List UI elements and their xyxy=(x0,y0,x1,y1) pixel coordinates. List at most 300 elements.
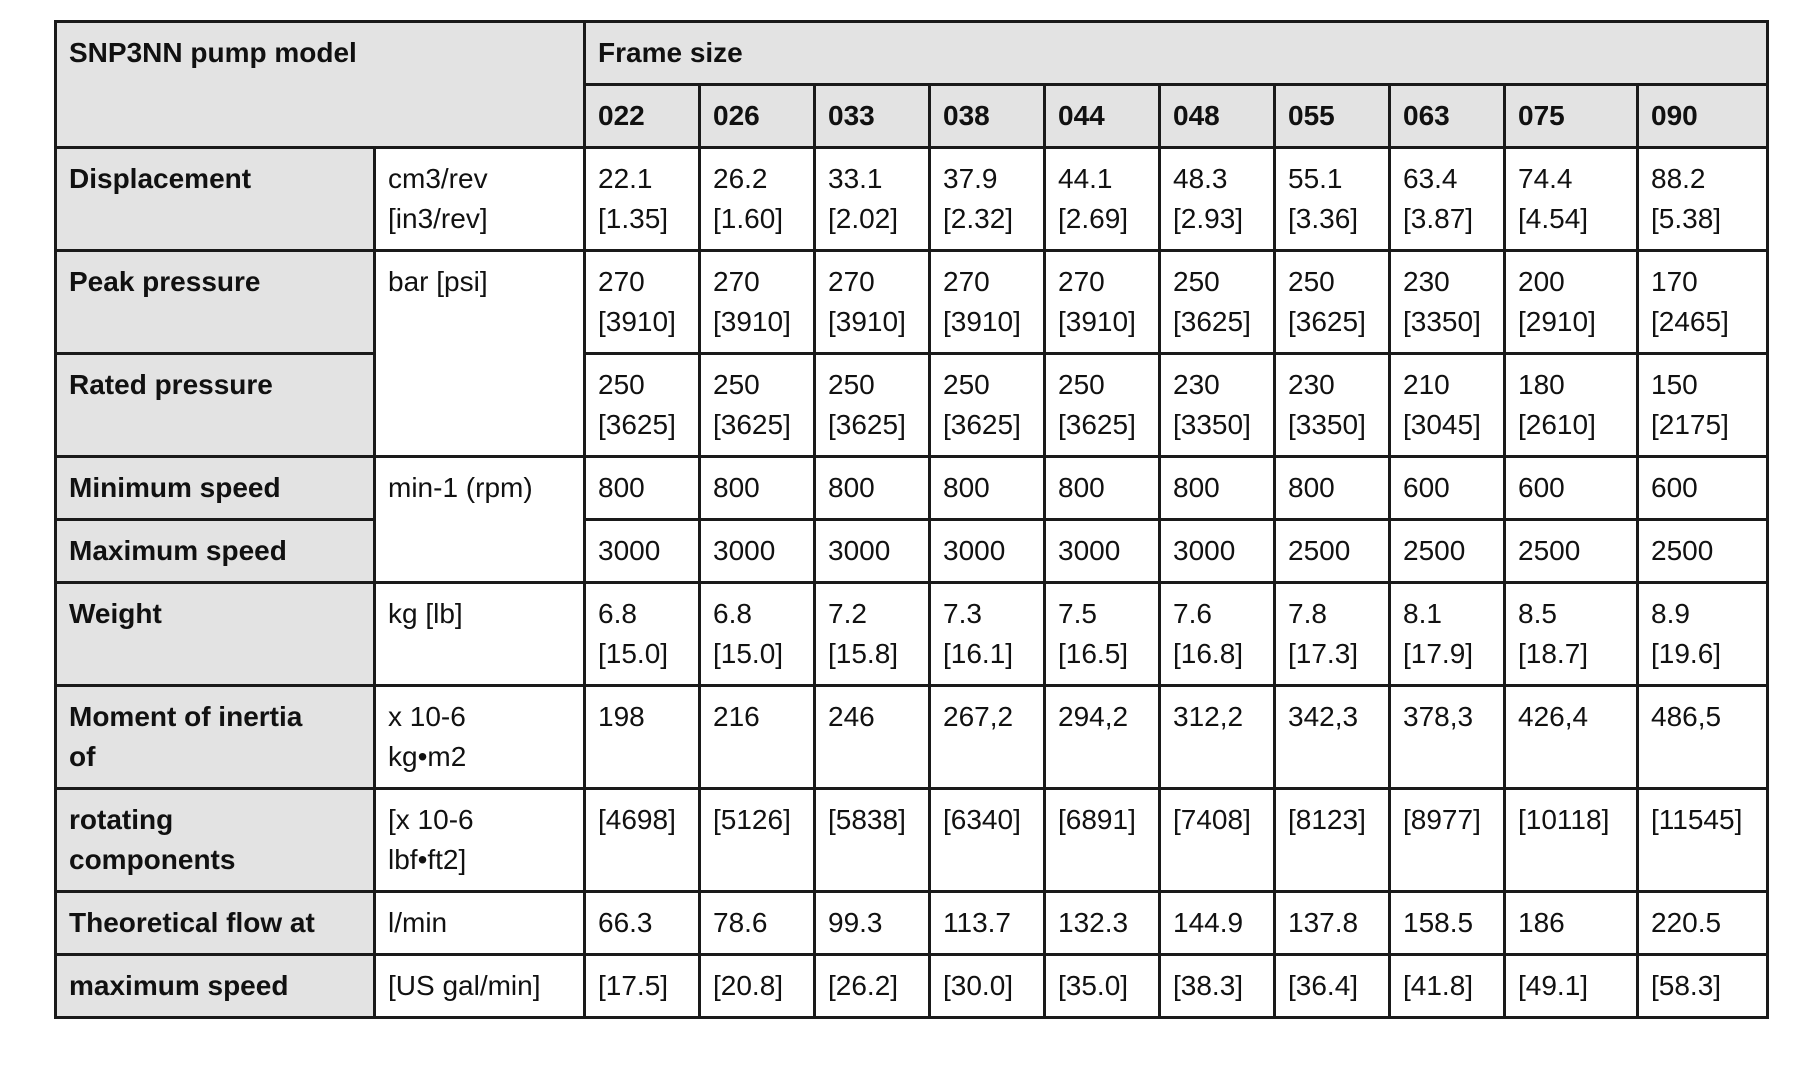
value-line: [20.8] xyxy=(713,970,784,1001)
value-cell xyxy=(1638,789,1768,892)
value-cell xyxy=(1638,583,1768,686)
row-label-line: Theoretical flow at xyxy=(69,907,315,938)
value-cell xyxy=(1160,251,1275,354)
value-cell xyxy=(930,457,1045,520)
value-cell xyxy=(1390,354,1505,457)
value-cell xyxy=(1638,251,1768,354)
value-line: 600 xyxy=(1518,472,1565,503)
table-row xyxy=(56,251,1768,354)
value-cell xyxy=(1275,892,1390,955)
table-row xyxy=(56,955,1768,1018)
value-cell xyxy=(1505,789,1638,892)
value-cell xyxy=(1045,583,1160,686)
value-line: [26.2] xyxy=(828,970,899,1001)
value-cell xyxy=(1638,892,1768,955)
value-cell xyxy=(1390,892,1505,955)
table-row xyxy=(56,148,1768,251)
value-line: [3.87] xyxy=(1403,203,1474,234)
value-line: [17.9] xyxy=(1403,638,1474,669)
value-line: 3000 xyxy=(713,535,776,566)
value-line: 198 xyxy=(598,701,645,732)
value-line: [5838] xyxy=(828,804,906,835)
value-line: [3350] xyxy=(1288,409,1366,440)
value-line: [3910] xyxy=(943,306,1021,337)
value-cell xyxy=(1275,686,1390,789)
value-cell xyxy=(1275,251,1390,354)
value-cell xyxy=(1505,148,1638,251)
value-line: [6891] xyxy=(1058,804,1136,835)
value-line: [2.32] xyxy=(943,203,1014,234)
value-line: [3625] xyxy=(828,409,906,440)
row-unit-line: cm3/rev xyxy=(388,163,488,194)
row-unit xyxy=(375,686,585,789)
value-line: [2.02] xyxy=(828,203,899,234)
value-cell xyxy=(1160,354,1275,457)
row-label-line: Moment of inertia xyxy=(69,701,303,732)
row-unit-line: [US gal/min] xyxy=(388,970,541,1001)
value-line: [3625] xyxy=(1173,306,1251,337)
value-line: 37.9 xyxy=(943,163,998,194)
value-line: [18.7] xyxy=(1518,638,1589,669)
row-label-line: Displacement xyxy=(69,163,252,194)
value-line: 210 xyxy=(1403,369,1450,400)
value-cell xyxy=(1045,892,1160,955)
value-cell xyxy=(1505,583,1638,686)
value-line: 270 xyxy=(943,266,990,297)
row-label xyxy=(56,583,375,686)
value-cell xyxy=(1638,457,1768,520)
value-line: 3000 xyxy=(1058,535,1121,566)
pump-spec-table xyxy=(54,20,1769,1019)
frame-size-075: 075 xyxy=(1505,85,1638,148)
value-line: 600 xyxy=(1651,472,1698,503)
value-cell xyxy=(930,520,1045,583)
value-line: [15.0] xyxy=(598,638,669,669)
frame-size-header: Frame size xyxy=(585,22,1768,85)
value-line: [1.60] xyxy=(713,203,784,234)
value-cell xyxy=(1638,148,1768,251)
value-cell xyxy=(1275,520,1390,583)
value-line: [8977] xyxy=(1403,804,1481,835)
value-cell xyxy=(700,520,815,583)
value-cell xyxy=(930,251,1045,354)
value-cell xyxy=(815,520,930,583)
frame-size-044: 044 xyxy=(1045,85,1160,148)
table-row xyxy=(56,583,1768,686)
value-cell xyxy=(815,955,930,1018)
value-cell xyxy=(1505,892,1638,955)
value-line: [8123] xyxy=(1288,804,1366,835)
value-line: 246 xyxy=(828,701,875,732)
row-unit xyxy=(375,789,585,892)
value-line: [2465] xyxy=(1651,306,1729,337)
value-cell xyxy=(930,148,1045,251)
frame-size-038: 038 xyxy=(930,85,1045,148)
value-cell xyxy=(700,148,815,251)
value-line: [3625] xyxy=(598,409,676,440)
value-line: 7.5 xyxy=(1058,598,1097,629)
value-cell xyxy=(1505,251,1638,354)
value-line: [3350] xyxy=(1403,306,1481,337)
value-line: 800 xyxy=(598,472,645,503)
value-cell xyxy=(815,583,930,686)
value-line: 600 xyxy=(1403,472,1450,503)
row-label xyxy=(56,892,375,955)
frame-size-048: 048 xyxy=(1160,85,1275,148)
row-unit xyxy=(375,583,585,686)
row-label-line: Weight xyxy=(69,598,162,629)
row-unit xyxy=(375,457,585,583)
value-line: [16.8] xyxy=(1173,638,1244,669)
value-cell xyxy=(700,686,815,789)
value-line: [3.36] xyxy=(1288,203,1359,234)
table-row xyxy=(56,354,1768,457)
value-line: 66.3 xyxy=(598,907,653,938)
row-label xyxy=(56,354,375,457)
value-line: 74.4 xyxy=(1518,163,1573,194)
row-label xyxy=(56,955,375,1018)
value-line: 270 xyxy=(598,266,645,297)
row-label xyxy=(56,148,375,251)
value-cell xyxy=(930,354,1045,457)
value-cell xyxy=(700,354,815,457)
value-line: [3350] xyxy=(1173,409,1251,440)
value-line: 137.8 xyxy=(1288,907,1359,938)
value-line: [16.5] xyxy=(1058,638,1129,669)
value-cell xyxy=(585,251,700,354)
row-label-line: Minimum speed xyxy=(69,472,281,503)
value-line: 78.6 xyxy=(713,907,768,938)
frame-size-022: 022 xyxy=(585,85,700,148)
frame-size-026: 026 xyxy=(700,85,815,148)
value-cell xyxy=(1045,457,1160,520)
value-line: 378,3 xyxy=(1403,701,1474,732)
value-line: 250 xyxy=(713,369,760,400)
value-line: 150 xyxy=(1651,369,1698,400)
value-line: [3625] xyxy=(1058,409,1136,440)
value-line: 6.8 xyxy=(598,598,637,629)
value-line: 55.1 xyxy=(1288,163,1343,194)
value-line: 26.2 xyxy=(713,163,768,194)
value-cell xyxy=(1275,148,1390,251)
value-cell xyxy=(1390,457,1505,520)
frame-size-055: 055 xyxy=(1275,85,1390,148)
value-line: 267,2 xyxy=(943,701,1014,732)
value-line: 250 xyxy=(1288,266,1335,297)
value-line: 250 xyxy=(828,369,875,400)
value-cell xyxy=(930,955,1045,1018)
value-cell xyxy=(815,789,930,892)
value-cell xyxy=(815,354,930,457)
value-line: 132.3 xyxy=(1058,907,1129,938)
value-line: [6340] xyxy=(943,804,1021,835)
frame-size-090: 090 xyxy=(1638,85,1768,148)
row-unit-line: min-1 (rpm) xyxy=(388,472,533,503)
value-line: 270 xyxy=(828,266,875,297)
table-row xyxy=(56,686,1768,789)
value-line: 158.5 xyxy=(1403,907,1474,938)
value-line: 230 xyxy=(1288,369,1335,400)
value-line: 800 xyxy=(1058,472,1105,503)
value-cell xyxy=(1275,955,1390,1018)
value-cell xyxy=(585,955,700,1018)
table-row xyxy=(56,457,1768,520)
value-line: 250 xyxy=(598,369,645,400)
value-line: 3000 xyxy=(943,535,1006,566)
value-line: 88.2 xyxy=(1651,163,1706,194)
value-cell xyxy=(585,583,700,686)
value-cell xyxy=(700,251,815,354)
value-line: 7.8 xyxy=(1288,598,1327,629)
value-line: 270 xyxy=(1058,266,1105,297)
value-cell xyxy=(1045,789,1160,892)
value-cell xyxy=(700,892,815,955)
value-line: [4.54] xyxy=(1518,203,1589,234)
value-cell xyxy=(1638,686,1768,789)
row-unit-line: [x 10-6 xyxy=(388,804,474,835)
value-cell xyxy=(930,686,1045,789)
value-line: 294,2 xyxy=(1058,701,1129,732)
row-unit-line: [in3/rev] xyxy=(388,203,488,234)
value-cell xyxy=(1505,955,1638,1018)
value-cell xyxy=(1505,354,1638,457)
row-unit-line: x 10-6 xyxy=(388,701,466,732)
row-unit xyxy=(375,955,585,1018)
frame-size-063: 063 xyxy=(1390,85,1505,148)
value-cell xyxy=(700,955,815,1018)
row-label xyxy=(56,520,375,583)
row-label-line: Rated pressure xyxy=(69,369,273,400)
value-line: 3000 xyxy=(1173,535,1236,566)
row-label xyxy=(56,251,375,354)
row-label xyxy=(56,457,375,520)
value-cell xyxy=(930,583,1045,686)
value-line: 170 xyxy=(1651,266,1698,297)
value-line: [36.4] xyxy=(1288,970,1359,1001)
value-cell xyxy=(585,457,700,520)
frame-size-033: 033 xyxy=(815,85,930,148)
value-line: 48.3 xyxy=(1173,163,1228,194)
value-cell xyxy=(1505,457,1638,520)
row-unit xyxy=(375,892,585,955)
value-line: [49.1] xyxy=(1518,970,1589,1001)
value-line: [3910] xyxy=(1058,306,1136,337)
value-cell xyxy=(585,520,700,583)
value-line: [16.1] xyxy=(943,638,1014,669)
value-line: 180 xyxy=(1518,369,1565,400)
value-cell xyxy=(700,457,815,520)
row-label-line: components xyxy=(69,844,236,875)
value-line: [2.69] xyxy=(1058,203,1129,234)
value-line: 216 xyxy=(713,701,760,732)
value-line: [1.35] xyxy=(598,203,669,234)
row-label xyxy=(56,686,375,789)
value-line: 2500 xyxy=(1651,535,1714,566)
value-cell xyxy=(1160,686,1275,789)
value-cell xyxy=(1505,520,1638,583)
value-cell xyxy=(1160,520,1275,583)
row-label-line: Peak pressure xyxy=(69,266,261,297)
value-line: 250 xyxy=(943,369,990,400)
value-line: [17.5] xyxy=(598,970,669,1001)
value-line: [7408] xyxy=(1173,804,1251,835)
value-cell xyxy=(1160,955,1275,1018)
value-line: 99.3 xyxy=(828,907,883,938)
value-cell xyxy=(585,892,700,955)
value-cell xyxy=(1160,892,1275,955)
value-line: 7.3 xyxy=(943,598,982,629)
value-line: 8.9 xyxy=(1651,598,1690,629)
value-cell xyxy=(1045,251,1160,354)
row-label xyxy=(56,789,375,892)
value-line: 800 xyxy=(1288,472,1335,503)
value-cell xyxy=(1638,955,1768,1018)
value-line: [2.93] xyxy=(1173,203,1244,234)
value-line: [2610] xyxy=(1518,409,1596,440)
value-cell xyxy=(815,892,930,955)
value-cell xyxy=(930,789,1045,892)
value-cell xyxy=(585,686,700,789)
table-body xyxy=(56,22,1768,1018)
value-line: [3910] xyxy=(828,306,906,337)
model-header: SNP3NN pump model xyxy=(56,22,585,148)
value-line: 2500 xyxy=(1288,535,1351,566)
value-line: [38.3] xyxy=(1173,970,1244,1001)
value-cell xyxy=(1045,354,1160,457)
value-line: 8.1 xyxy=(1403,598,1442,629)
value-line: 230 xyxy=(1403,266,1450,297)
value-line: 33.1 xyxy=(828,163,883,194)
value-cell xyxy=(585,354,700,457)
value-line: 44.1 xyxy=(1058,163,1113,194)
value-cell xyxy=(1505,686,1638,789)
value-line: 22.1 xyxy=(598,163,653,194)
value-line: 426,4 xyxy=(1518,701,1589,732)
value-cell xyxy=(1160,583,1275,686)
row-unit xyxy=(375,251,585,457)
value-cell xyxy=(1160,457,1275,520)
value-line: 3000 xyxy=(598,535,661,566)
value-line: 800 xyxy=(828,472,875,503)
header-row-1 xyxy=(56,22,1768,85)
value-line: [3045] xyxy=(1403,409,1481,440)
value-line: 6.8 xyxy=(713,598,752,629)
row-label-line: rotating xyxy=(69,804,174,835)
value-line: 2500 xyxy=(1403,535,1466,566)
value-cell xyxy=(1390,583,1505,686)
value-line: [41.8] xyxy=(1403,970,1474,1001)
value-line: [3625] xyxy=(943,409,1021,440)
value-line: 342,3 xyxy=(1288,701,1359,732)
value-line: [2910] xyxy=(1518,306,1596,337)
value-line: [15.8] xyxy=(828,638,899,669)
value-cell xyxy=(815,457,930,520)
value-line: [3910] xyxy=(713,306,791,337)
value-line: [5.38] xyxy=(1651,203,1722,234)
value-cell xyxy=(1390,955,1505,1018)
value-line: 220.5 xyxy=(1651,907,1722,938)
value-line: [3625] xyxy=(713,409,791,440)
value-line: 250 xyxy=(1058,369,1105,400)
table-row xyxy=(56,520,1768,583)
row-label-line: Maximum speed xyxy=(69,535,287,566)
row-unit-line: bar [psi] xyxy=(388,266,488,297)
value-cell xyxy=(1045,148,1160,251)
value-line: [30.0] xyxy=(943,970,1014,1001)
value-cell xyxy=(1390,251,1505,354)
value-line: 200 xyxy=(1518,266,1565,297)
value-cell xyxy=(1045,686,1160,789)
value-line: [3625] xyxy=(1288,306,1366,337)
value-cell xyxy=(815,251,930,354)
table-row xyxy=(56,789,1768,892)
row-unit xyxy=(375,148,585,251)
value-cell xyxy=(1390,148,1505,251)
value-line: [10118] xyxy=(1518,804,1610,835)
value-cell xyxy=(700,583,815,686)
value-line: [4698] xyxy=(598,804,676,835)
row-label-line: of xyxy=(69,741,96,772)
value-line: 800 xyxy=(1173,472,1220,503)
value-line: 3000 xyxy=(828,535,891,566)
value-line: 63.4 xyxy=(1403,163,1458,194)
value-cell xyxy=(1045,520,1160,583)
value-line: 7.6 xyxy=(1173,598,1212,629)
value-line: 7.2 xyxy=(828,598,867,629)
value-cell xyxy=(1390,686,1505,789)
row-unit-line: kg•m2 xyxy=(388,741,467,772)
value-cell xyxy=(1275,354,1390,457)
value-line: [11545] xyxy=(1651,804,1743,835)
value-cell xyxy=(1160,789,1275,892)
row-unit-line: lbf•ft2] xyxy=(388,844,467,875)
value-line: 8.5 xyxy=(1518,598,1557,629)
value-cell xyxy=(585,148,700,251)
value-line: 2500 xyxy=(1518,535,1581,566)
row-unit-line: kg [lb] xyxy=(388,598,463,629)
value-cell xyxy=(1390,520,1505,583)
value-cell xyxy=(1275,789,1390,892)
value-line: [58.3] xyxy=(1651,970,1722,1001)
value-line: 186 xyxy=(1518,907,1565,938)
value-line: 800 xyxy=(943,472,990,503)
value-cell xyxy=(930,892,1045,955)
value-cell xyxy=(1638,354,1768,457)
value-line: [2175] xyxy=(1651,409,1729,440)
value-line: [35.0] xyxy=(1058,970,1129,1001)
value-line: 230 xyxy=(1173,369,1220,400)
value-line: [3910] xyxy=(598,306,676,337)
value-cell xyxy=(700,789,815,892)
value-line: 113.7 xyxy=(943,907,1011,938)
value-line: [19.6] xyxy=(1651,638,1722,669)
value-cell xyxy=(1390,789,1505,892)
value-cell xyxy=(1275,457,1390,520)
value-line: 270 xyxy=(713,266,760,297)
value-line: [17.3] xyxy=(1288,638,1359,669)
value-cell xyxy=(1160,148,1275,251)
value-line: 144.9 xyxy=(1173,907,1244,938)
value-line: 486,5 xyxy=(1651,701,1722,732)
value-line: 800 xyxy=(713,472,760,503)
value-cell xyxy=(1275,583,1390,686)
value-line: 312,2 xyxy=(1173,701,1244,732)
value-line: 250 xyxy=(1173,266,1220,297)
row-label-line: maximum speed xyxy=(69,970,289,1001)
table-row xyxy=(56,892,1768,955)
value-cell xyxy=(1638,520,1768,583)
value-line: [15.0] xyxy=(713,638,784,669)
